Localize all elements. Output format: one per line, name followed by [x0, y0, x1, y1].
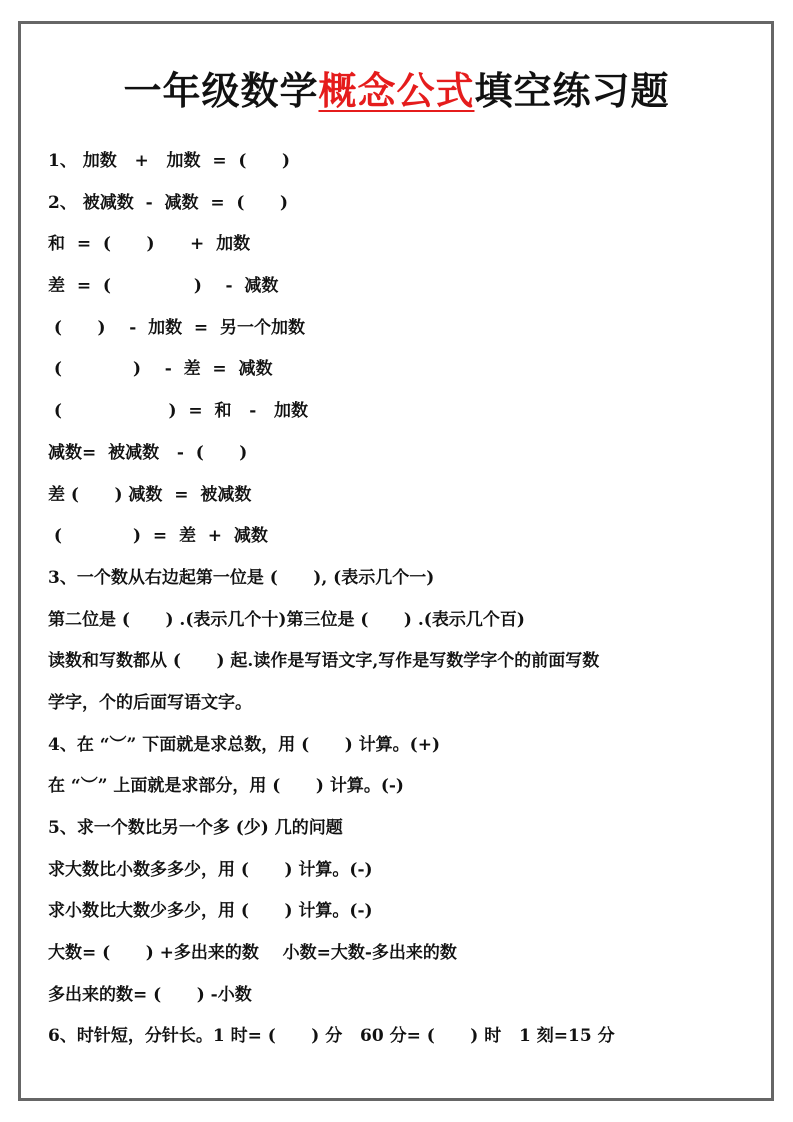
page-title: [0, 66, 793, 116]
exercise-line-22: 6、时针短，分针长。1 时= ( ) 分 60 分= ( ) 时 1 刻=15 分: [48, 1026, 615, 1047]
title-prefix: 一年级数学: [123, 69, 319, 113]
exercise-line-17: 5、求一个数比另一个多 (少) 几的问题: [48, 818, 343, 838]
exercise-line-7: ( ) = 和 - 加数: [48, 401, 309, 422]
exercise-line-5: ( ) - 加数 = 另一个加数: [48, 317, 306, 338]
exercise-line-16: 在 “︶” 上面就是求部分，用 ( ) 计算。(-): [48, 776, 404, 797]
exercise-line-10: ( ) = 差 + 减数: [48, 526, 268, 547]
exercise-line-18: 求大数比小数多多少，用 ( ) 计算。(-): [48, 859, 373, 880]
exercise-line-1: 1、 加数 + 加数 = ( ): [48, 151, 291, 171]
exercise-line-14: 学字，个的后面写语文字。: [48, 692, 252, 713]
exercise-line-6: ( ) - 差 = 减数: [48, 359, 273, 380]
exercise-line-9: 差 ( ) 减数 = 被减数: [48, 484, 252, 505]
exercise-line-11: 3、一个数从右边起第一位是 ( ), (表示几个一): [48, 567, 435, 588]
exercise-list: [48, 146, 758, 1063]
exercise-line-2: 2、 被减数 - 减数 = ( ): [48, 192, 288, 213]
exercise-line-4: 差 = ( ) - 减数: [48, 276, 279, 297]
title-suffix: 填空练习题: [474, 69, 670, 113]
exercise-line-13: 读数和写数都从 ( ) 起.读作是写语文字,写作是写数学字个的前面写数: [48, 651, 600, 672]
exercise-line-8: 减数= 被减数 - ( ): [48, 442, 248, 463]
exercise-line-21: 多出来的数= ( ) -小数: [48, 984, 252, 1005]
exercise-line-15: 4、在 “︶” 下面就是求总数，用 ( ) 计算。(+): [48, 734, 440, 755]
exercise-line-3: 和 = ( ) + 加数: [48, 234, 251, 255]
exercise-line-12: 第二位是 ( ) .(表示几个十)第三位是 ( ) .(表示几个百): [48, 609, 525, 630]
exercise-line-20: 大数= ( ) +多出来的数 小数=大数-多出来的数: [48, 943, 457, 964]
title-accent: 概念公式: [318, 69, 475, 113]
exercise-line-19: 求小数比大数少多少，用 ( ) 计算。(-): [48, 901, 373, 922]
